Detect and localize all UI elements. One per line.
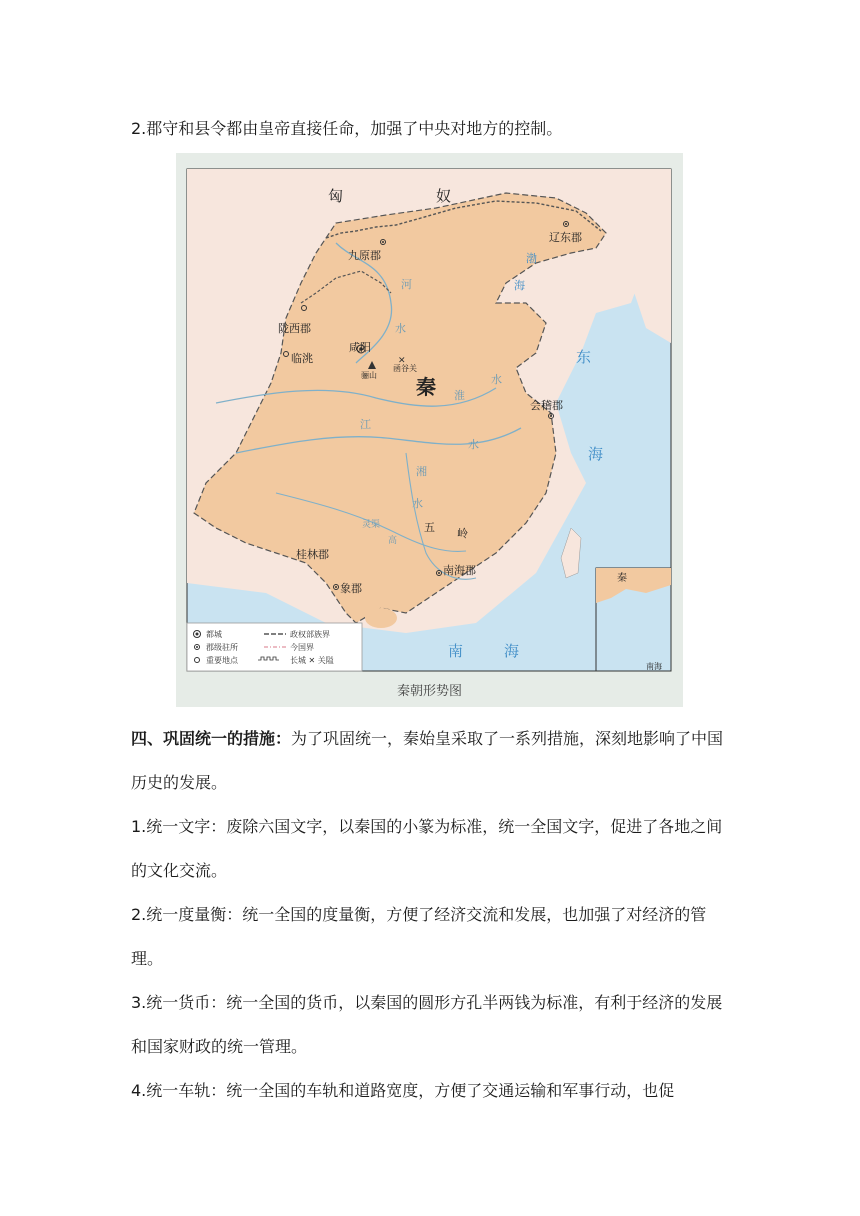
legend-capital: 都城 — [206, 630, 222, 639]
legend-place: 重要地点 — [206, 656, 238, 665]
label-hai-donghai: 海 — [588, 445, 604, 463]
label-river-xiang: 湘 — [416, 465, 427, 478]
section-heading: 四、巩固统一的措施： — [131, 729, 292, 748]
label-qin: 秦 — [416, 375, 436, 399]
label-xiangjun: 象郡 — [340, 582, 362, 595]
section-paragraph — [131, 717, 731, 805]
label-jiuyuan: 九原郡 — [348, 249, 381, 262]
label-lishan: 骊山 — [361, 371, 377, 380]
label-inset-qin: 秦 — [617, 573, 627, 584]
label-river-shui-2: 水 — [491, 373, 502, 386]
label-dong: 东 — [576, 348, 592, 366]
label-ling: 岭 — [457, 527, 468, 540]
intro-paragraph: 2.郡守和县令都由皇帝直接任命，加强了中央对地方的控制。 — [131, 119, 563, 138]
label-guilin: 桂林郡 — [296, 548, 329, 561]
label-bo: 渤 — [526, 252, 537, 265]
label-lingqu: 灵渠 — [362, 520, 381, 530]
label-xianyang: 咸阳 — [349, 341, 371, 354]
measure-item: 1.统一文字：废除六国文字，以秦国的小篆为标准，统一全国文字，促进了各地之间的文化交流。 — [131, 817, 723, 880]
label-wu: 五 — [424, 521, 435, 534]
legend-wall-pass: 长城 ✕ 关隘 — [290, 656, 334, 665]
label-river-shui-4: 水 — [412, 497, 423, 510]
label-river-shui-1: 水 — [395, 322, 406, 335]
section-text: 为了巩固统一，秦始皇采取了一系列措施，深刻地影响了中国历史的发展。 — [131, 729, 724, 792]
qin-map-figure — [176, 153, 683, 707]
qin-map — [176, 153, 683, 707]
label-longxi: 陇西郡 — [278, 322, 311, 335]
label-hai-bohai: 海 — [514, 279, 525, 292]
label-nan: 南 — [448, 642, 464, 660]
label-river-huai: 淮 — [454, 389, 465, 402]
measure-item: 3.统一货币：统一全国的货币，以秦国的圆形方孔半两钱为标准，有利于经济的发展和国家财政的统一管理。 — [131, 993, 723, 1056]
legend-commandery: 郡级驻所 — [206, 643, 238, 652]
legend-boundary: 政权部族界 — [290, 630, 330, 639]
label-river-he: 河 — [401, 278, 412, 291]
measure-item: 2.统一度量衡：统一全国的度量衡，方便了经济交流和发展，也加强了对经济的管理。 — [131, 905, 707, 968]
label-xiongnu-1: 匈 — [328, 187, 344, 205]
label-kuaiji: 会稽郡 — [530, 399, 563, 412]
label-river-jiang: 江 — [360, 418, 371, 431]
label-nanhai-jun: 南海郡 — [443, 564, 476, 577]
label-lintao: 临洮 — [291, 352, 313, 365]
label-river-shui-3: 水 — [468, 438, 479, 451]
label-inset-nanhai: 南海 — [646, 662, 662, 671]
label-hai-nanhai: 海 — [504, 642, 520, 660]
label-liaodong: 辽东郡 — [549, 231, 582, 244]
label-xiongnu-2: 奴 — [436, 187, 452, 205]
measure-item: 4.统一车轨：统一全国的车轨和道路宽度，方便了交通运输和军事行动，也促 — [131, 1081, 675, 1100]
legend-modern-border: 今国界 — [290, 643, 314, 652]
label-gao: 高 — [388, 536, 398, 546]
label-hanguguan: 函谷关 — [393, 364, 417, 373]
map-caption: 秦朝形势图 — [396, 684, 462, 699]
svg-text:✕: ✕ — [398, 356, 406, 366]
